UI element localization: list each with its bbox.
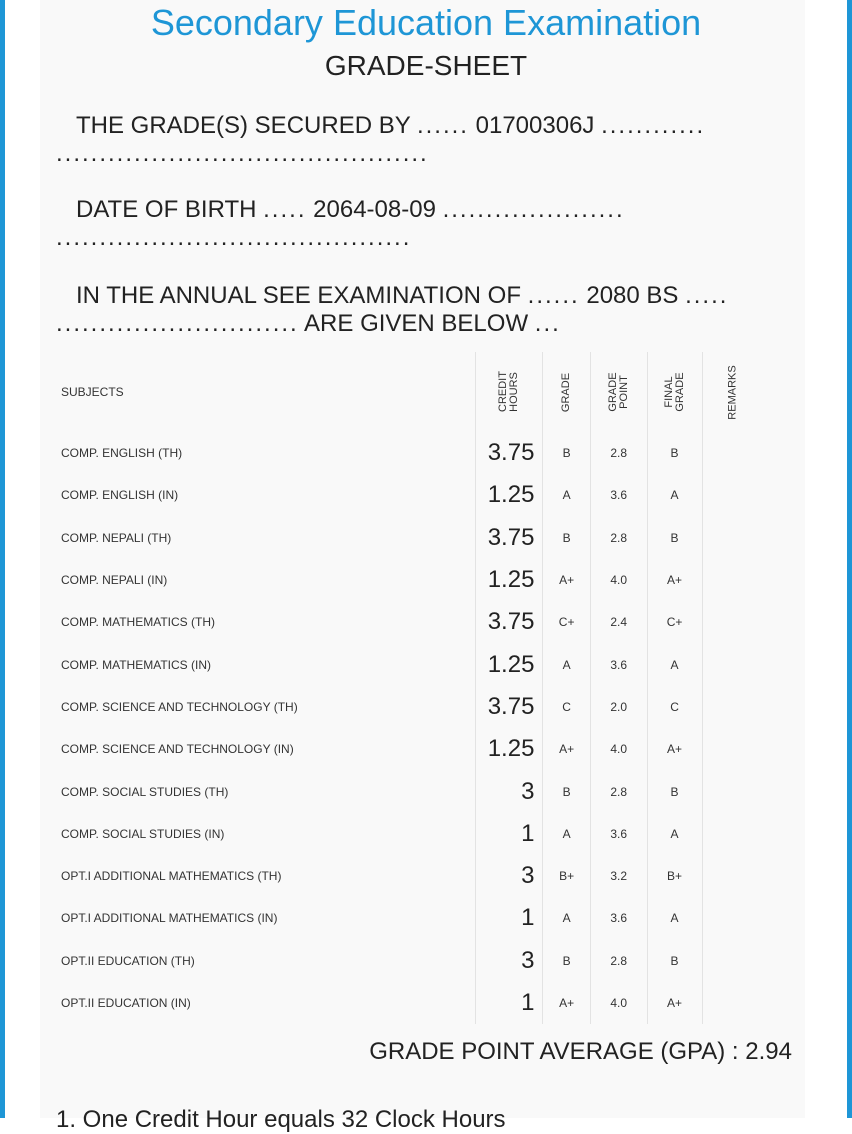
final-grade-cell: A [647, 643, 702, 685]
right-border [847, 0, 852, 1118]
credit-hours-cell: 1.25 [476, 559, 543, 601]
remarks-cell [702, 601, 764, 643]
subject-cell: COMP. SCIENCE AND TECHNOLOGY (IN) [56, 728, 476, 770]
subject-cell: COMP. SCIENCE AND TECHNOLOGY (TH) [56, 686, 476, 728]
final-grade-cell: A [647, 897, 702, 939]
table-row [56, 686, 764, 728]
exam-line: IN THE ANNUAL SEE EXAMINATION OF ...... 2080 BS ..... ............................ ARE GIVEN BELOW ... [56, 282, 729, 337]
table-row [56, 770, 764, 812]
symbol-number: 01700306J [475, 112, 595, 139]
credit-hours-cell: 1.25 [476, 728, 543, 770]
table-row [56, 982, 764, 1024]
grade-cell: C [543, 686, 590, 728]
grade-point-cell: 2.0 [590, 686, 647, 728]
sheet-subtitle: GRADE-SHEET [324, 50, 528, 81]
remarks-cell [702, 940, 764, 982]
table-row [56, 643, 764, 685]
footnote: 1. One Credit Hour equals 32 Clock Hours [56, 1106, 506, 1133]
table-row [56, 813, 764, 855]
remarks-cell [702, 517, 764, 559]
grade-point-cell: 2.8 [590, 517, 647, 559]
remarks-cell [702, 813, 764, 855]
final-grade-cell: B+ [647, 855, 702, 897]
subject-cell: COMP. ENGLISH (IN) [56, 474, 476, 516]
subject-cell: COMP. ENGLISH (TH) [56, 432, 476, 474]
credit-hours-cell: 1.25 [476, 643, 543, 685]
grade-point-cell: 4.0 [590, 728, 647, 770]
header-grade: GRADE [543, 352, 590, 432]
subject-cell: COMP. SOCIAL STUDIES (TH) [56, 770, 476, 812]
remarks-cell [702, 855, 764, 897]
credit-hours-cell: 3.75 [476, 517, 543, 559]
subject-cell: COMP. MATHEMATICS (IN) [56, 643, 476, 685]
table-row [56, 432, 764, 474]
grade-point-cell: 3.6 [590, 897, 647, 939]
grade-cell: A [543, 813, 590, 855]
credit-hours-cell: 3.75 [476, 686, 543, 728]
subject-cell: OPT.I ADDITIONAL MATHEMATICS (IN) [56, 897, 476, 939]
final-grade-cell: B [647, 432, 702, 474]
gpa-value: 2.94 [745, 1038, 792, 1065]
subject-cell: COMP. SOCIAL STUDIES (IN) [56, 813, 476, 855]
remarks-cell [702, 728, 764, 770]
grade-point-cell: 3.6 [590, 813, 647, 855]
grade-point-cell: 4.0 [590, 559, 647, 601]
grade-cell: A+ [543, 728, 590, 770]
subject-cell: OPT.I ADDITIONAL MATHEMATICS (TH) [56, 855, 476, 897]
subject-cell: COMP. NEPALI (TH) [56, 517, 476, 559]
final-grade-cell: C [647, 686, 702, 728]
grade-point-cell: 2.4 [590, 601, 647, 643]
given-below-text: ARE GIVEN BELOW [304, 310, 529, 337]
secured-label: THE GRADE(S) SECURED BY [76, 112, 411, 139]
grade-point-cell: 4.0 [590, 982, 647, 1024]
final-grade-cell: C+ [647, 601, 702, 643]
credit-hours-cell: 1 [476, 897, 543, 939]
final-grade-cell: A+ [647, 559, 702, 601]
grade-cell: B [543, 770, 590, 812]
grade-point-cell: 3.6 [590, 643, 647, 685]
table-row [56, 940, 764, 982]
exam-label: IN THE ANNUAL SEE EXAMINATION OF [76, 282, 521, 309]
grade-cell: A [543, 474, 590, 516]
grade-cell: B+ [543, 855, 590, 897]
credit-hours-cell: 3 [476, 855, 543, 897]
table-row [56, 517, 764, 559]
subject-cell: COMP. NEPALI (IN) [56, 559, 476, 601]
remarks-cell [702, 982, 764, 1024]
remarks-cell [702, 474, 764, 516]
grade-cell: A [543, 643, 590, 685]
final-grade-cell: B [647, 770, 702, 812]
credit-hours-cell: 1.25 [476, 474, 543, 516]
credit-hours-cell: 1 [476, 813, 543, 855]
table-row [56, 897, 764, 939]
final-grade-cell: A [647, 474, 702, 516]
grade-cell: B [543, 517, 590, 559]
subject-cell: OPT.II EDUCATION (IN) [56, 982, 476, 1024]
final-grade-cell: A+ [647, 982, 702, 1024]
remarks-cell [702, 897, 764, 939]
table-row [56, 559, 764, 601]
credit-hours-cell: 3.75 [476, 601, 543, 643]
dob-label: DATE OF BIRTH [76, 196, 257, 223]
grade-cell: A [543, 897, 590, 939]
remarks-cell [702, 432, 764, 474]
grade-cell: C+ [543, 601, 590, 643]
grade-point-cell: 2.8 [590, 940, 647, 982]
secured-by-line: THE GRADE(S) SECURED BY ...... 01700306J ............ ........................................... [56, 112, 706, 167]
left-border [0, 0, 5, 1118]
table-row [56, 474, 764, 516]
exam-title: Secondary Education Examination [150, 2, 702, 43]
grade-point-cell: 2.8 [590, 432, 647, 474]
dob-line: DATE OF BIRTH ..... 2064-08-09 ..................... ......................................... [56, 196, 625, 251]
credit-hours-cell: 3.75 [476, 432, 543, 474]
subject-cell: OPT.II EDUCATION (TH) [56, 940, 476, 982]
remarks-cell [702, 686, 764, 728]
header-subjects: SUBJECTS [56, 352, 476, 432]
table-row [56, 601, 764, 643]
header-final-grade: FINAL GRADE [647, 352, 702, 432]
grade-point-cell: 3.2 [590, 855, 647, 897]
remarks-cell [702, 559, 764, 601]
subject-cell: COMP. MATHEMATICS (TH) [56, 601, 476, 643]
final-grade-cell: B [647, 940, 702, 982]
header-grade-point: GRADE POINT [590, 352, 647, 432]
dob-value: 2064-08-09 [313, 196, 436, 223]
final-grade-cell: A+ [647, 728, 702, 770]
grade-cell: B [543, 432, 590, 474]
gpa-label: GRADE POINT AVERAGE (GPA) : [369, 1038, 739, 1065]
grade-cell: A+ [543, 559, 590, 601]
grade-cell: B [543, 940, 590, 982]
final-grade-cell: B [647, 517, 702, 559]
table-header-row [56, 352, 764, 432]
remarks-cell [702, 770, 764, 812]
gpa-line [369, 1038, 792, 1066]
header-remarks: REMARKS [726, 365, 739, 420]
exam-year: 2080 BS [586, 282, 679, 309]
grade-cell: A+ [543, 982, 590, 1024]
grade-point-cell: 2.8 [590, 770, 647, 812]
remarks-cell [702, 643, 764, 685]
final-grade-cell: A [647, 813, 702, 855]
credit-hours-cell: 3 [476, 940, 543, 982]
table-row [56, 855, 764, 897]
credit-hours-cell: 1 [476, 982, 543, 1024]
grade-point-cell: 3.6 [590, 474, 647, 516]
table-row [56, 728, 764, 770]
grades-table [56, 352, 764, 1024]
credit-hours-cell: 3 [476, 770, 543, 812]
header-credit-hours: CREDIT HOURS [476, 352, 543, 432]
